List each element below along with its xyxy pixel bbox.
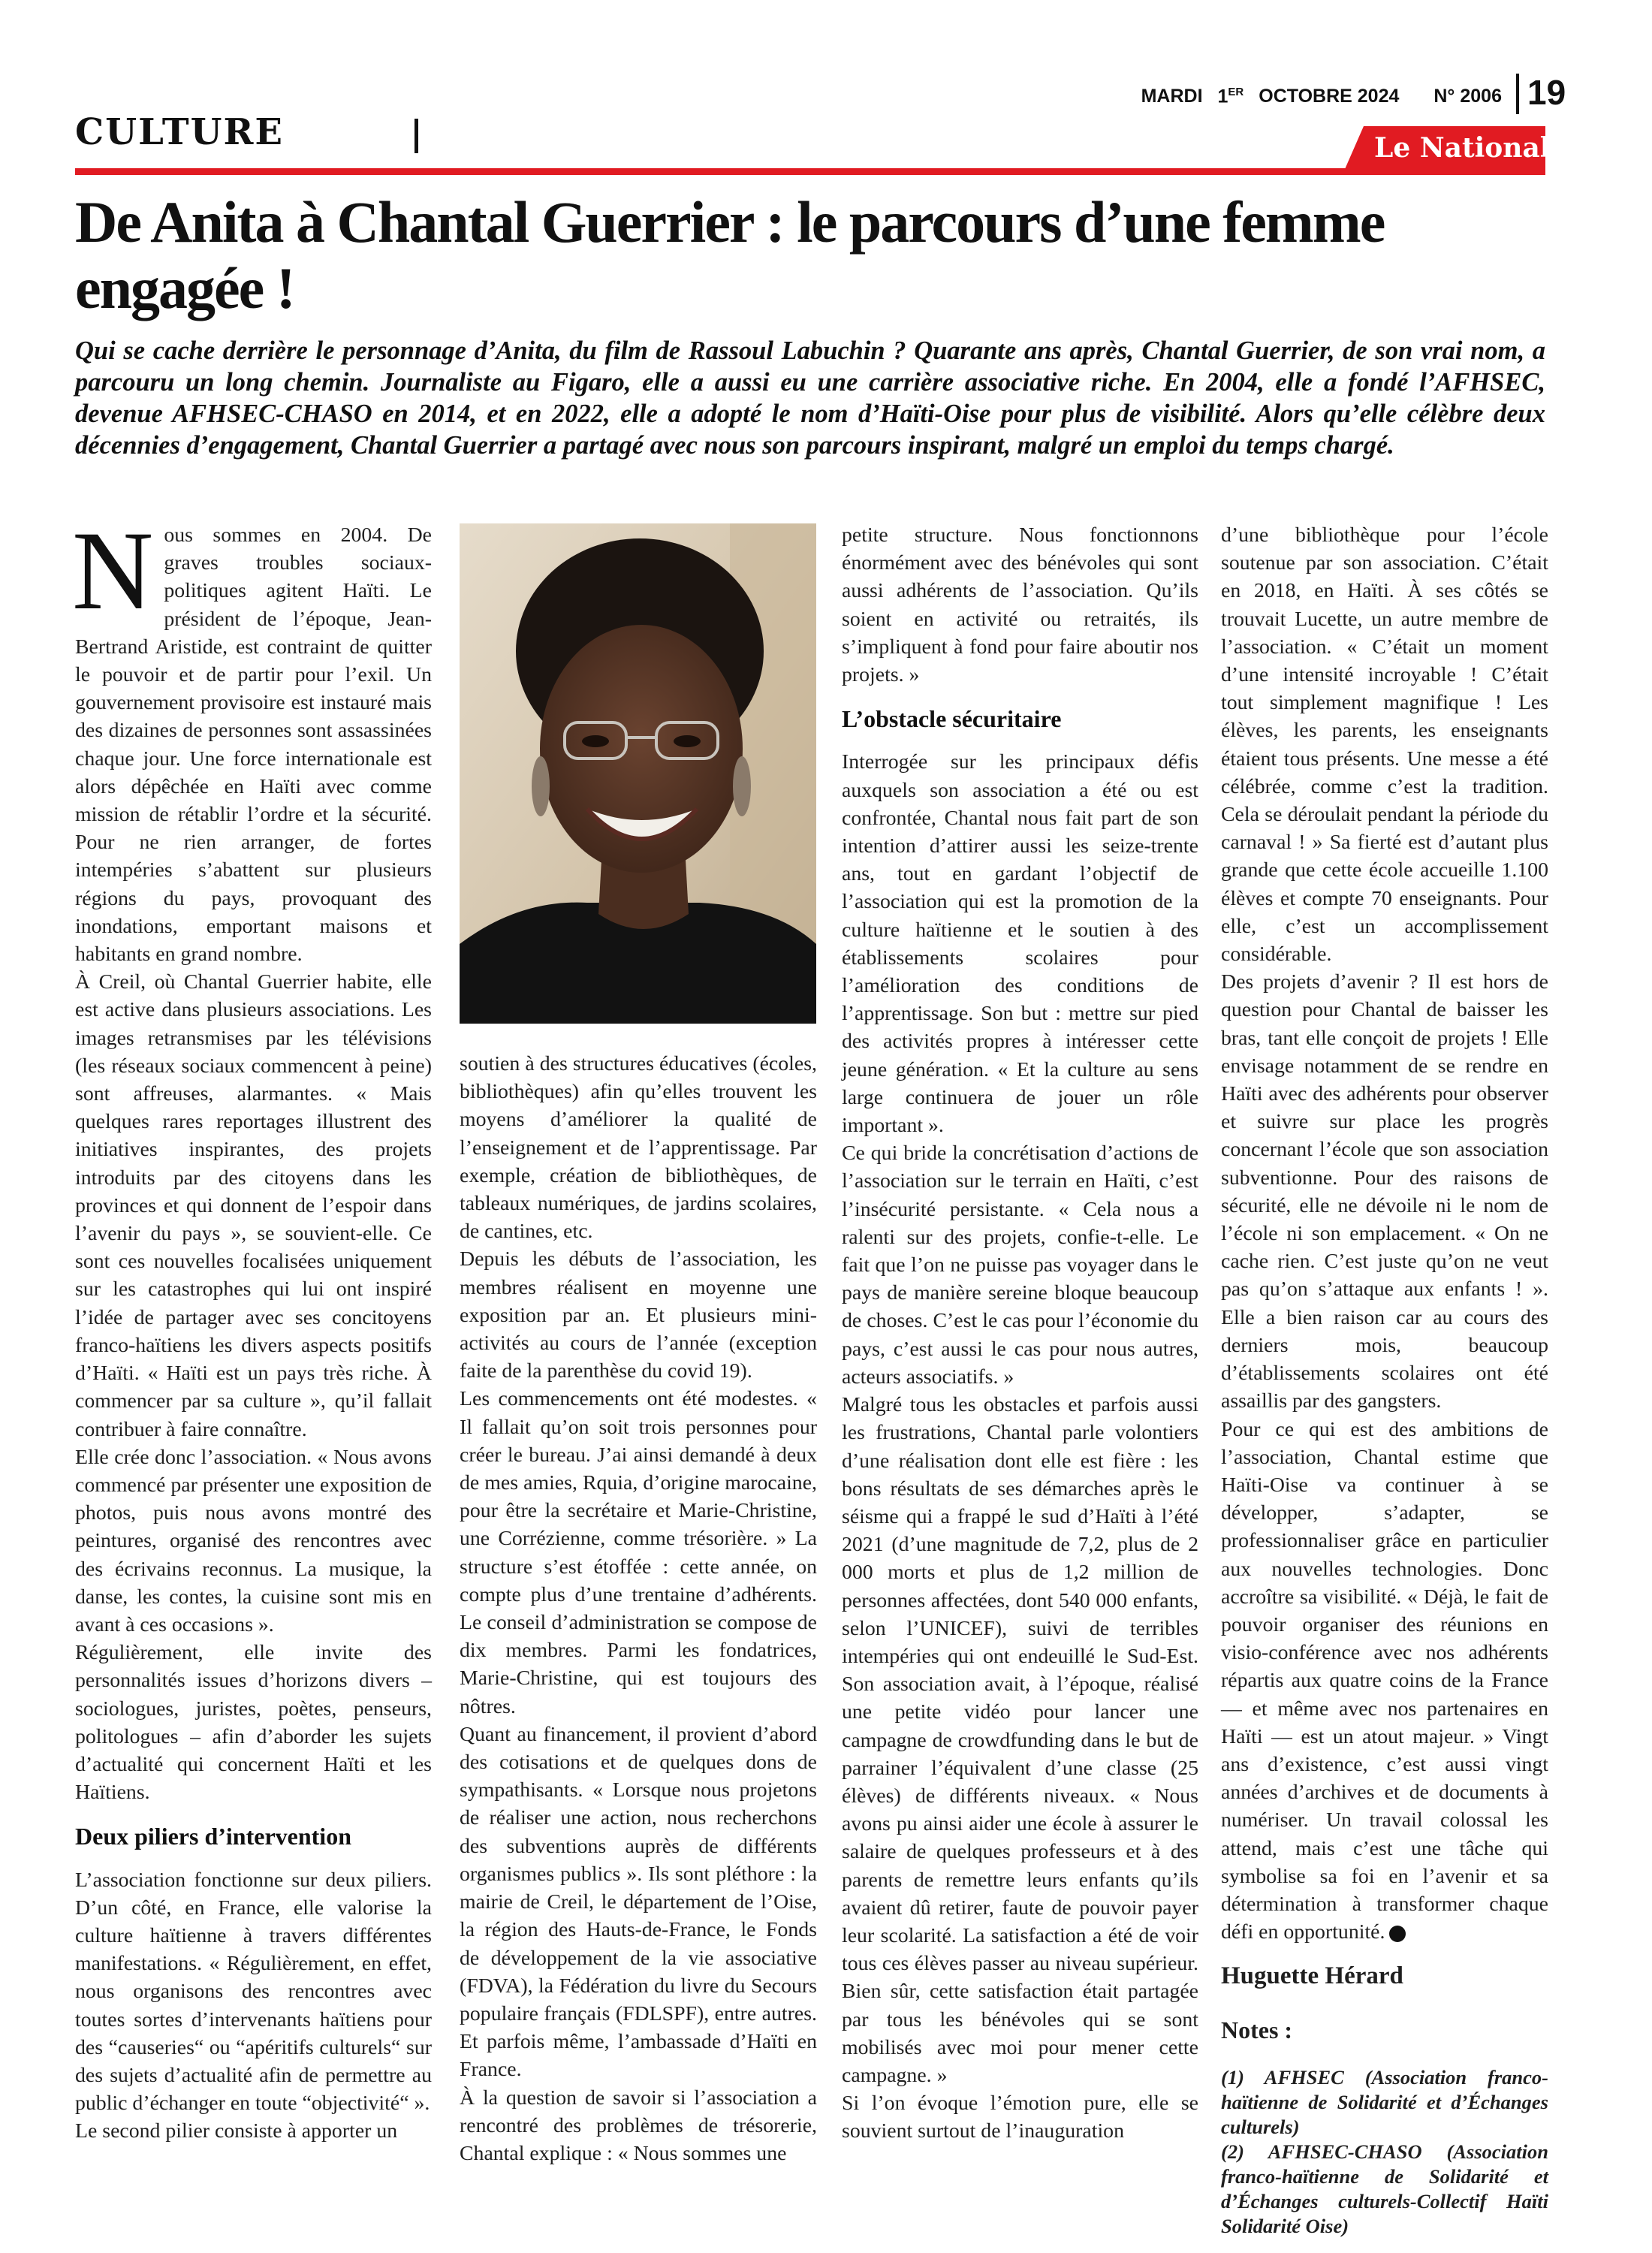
header-rule — [75, 168, 1545, 175]
date-month-year: OCTOBRE 2024 — [1259, 86, 1400, 107]
article-paragraph: À la question de savoir si l’association a rencontré des problèmes de trésorerie, Chantal explique : « Nous sommes une — [460, 2086, 817, 2165]
notes-heading: Notes : — [1221, 2016, 1293, 2043]
date-number: 1ER — [1217, 86, 1244, 107]
portrait-photo-icon — [460, 523, 816, 1024]
article-paragraph: L’association fonctionne sur deux piliers. D’un côté, en France, elle valorise la culture haïtienne à travers différentes manifestations. « Régulièrement, en effet, nous organisons des rencontres avec toutes sortes d’intervenants haïtiens pour des “causeries“ ou “apéritifs culturels“ sur des sujets d’actualité afin de permettre au public d’échanger en toute “objectivité“ ». — [75, 1868, 432, 2116]
footnote: (1) AFHSEC (Association franco-haïtienne de Solidarité et d’Échanges culturels) — [1221, 2065, 1548, 2138]
article-paragraph: petite structure. Nous fonctionnons énormément avec des bénévoles qui sont aussi adhérents de l’association. Qu’ils soient en activité ou retraités, ils s’impliquent à fond pour faire aboutir nos projets. » — [842, 523, 1198, 687]
page-number: 19 — [1527, 73, 1566, 112]
article-column-2 — [460, 1050, 817, 2167]
article-paragraph: Des projets d’avenir ? Il est hors de question pour Chantal de baisser les bras, tant elle conçoit de projets ! Elle envisage notamment de se rendre en Haïti avec des adhérents pour observer et suivre sur place les progrès concernant l’école que son association subventionne. Pour des raisons de sécurité, elle ne dévoile ni le nom de l’école ni son emplacement. « On ne cache rien. C’est juste qu’on ne veut pas qu’on s’attaque aux enfants ! ». Elle a bien raison car au cours des derniers mois, beaucoup d’établissements scolaires ont été assaillis par des gangsters. — [1221, 970, 1548, 1413]
article-paragraph: Malgré tous les obstacles et parfois aussi les frustrations, Chantal parle volontiers d’une réalisation dont elle est fière : les bons résultats de ses démarches après le séisme qui a frappé le sud d’Haïti à l’été 2021 (d’une magnitude de 7,2, plus de 2 000 morts et plus de 1,2 million de personnes affectées, dont 540 000 enfants, selon l’UNICEF), suivi de terribles intempéries qui ont endeuillé le Sud-Est. Son association avait, à l’époque, réalisé une petite vidéo pour lancer une campagne de crowdfunding dans le but de parrainer l’équivalent d’une classe (25 élèves) de différents niveaux. « Nous avons pu ainsi aider une école à assurer le salaire de quelques professeurs et à des parents de remettre leurs enfants qu’ils avaient dû retirer, faute de pouvoir payer leur scolarité. La satisfaction a été de voir tous ces élèves passer au niveau supérieur. Bien sûr, cette satisfaction était partagée par tous les bénévoles qui se sont mobilisés avec moi pour mener cette campagne. » — [842, 1393, 1198, 2087]
article-paragraph: À Creil, où Chantal Guerrier habite, elle est active dans plusieurs associations. Les images retransmises par les télévisions (les réseaux sociaux commencent à peine) sont affreuses, alarmantes. « Mais quelques rares reportages illustrent des initiatives inspirantes, des projets introduits par des citoyens dans les provinces et qui donnent de l’espoir dans l’avenir du pays », se souvient-elle. Ce sont ces nouvelles focalisées uniquement sur les catastrophes qui lui ont inspiré l’idée de partager avec ses concitoyens franco-haïtiens les divers aspects positifs d’Haïti. « Haïti est un pays très riche. À commencer par sa culture », qu’il fallait contribuer à faire connaître. — [75, 970, 432, 1441]
article-paragraph: Ce qui bride la concrétisation d’actions de l’association sur le terrain en Haïti, c’est l’insécurité persistante. « Cela nous a ralenti sur des projets, confie-t-elle. Le fait que l’on ne puisse pas voyager dans le pays de manière sereine bloque beaucoup de choses. C’est le cas pour l’économie du pays, c’est aussi le cas pour nous autres, acteurs associatifs. » — [842, 1142, 1198, 1389]
brand-name: Le National — [1374, 132, 1551, 164]
footnote: (2) AFHSEC-CHASO (Association franco-haïtienne de Solidarité et d’Échanges culturels-Collectif Haïti Solidarité Oise) — [1221, 2140, 1548, 2237]
subheading-deux-piliers: Deux piliers d’intervention — [75, 1823, 351, 1850]
author-byline: Huguette Hérard — [1221, 1962, 1403, 1990]
article-paragraph: Régulièrement, elle invite des personnalités issues d’horizons divers – sociologues, juristes, poètes, penseurs, politologues – afin d’aborder les sujets d’actualité qui concernent Haïti et les Haïtiens. — [75, 1641, 432, 1805]
section-label: CULTURE — [75, 111, 284, 153]
end-of-article-icon — [1389, 1926, 1406, 1942]
article-column-3 — [842, 521, 1198, 2146]
article-paragraph: Pour ce qui est des ambitions de l’association, Chantal estime que Haïti-Oise va continuer à se développer, s’adapter, se professionnaliser grâce en particulier aux nouvelles technologies. Donc accroître sa visibilité. « Déjà, le fait de pouvoir organiser des réunions en visio-conférence avec nos adhérents répartis aux quatre coins de la France — et même avec nos partenaires en Haïti — est un atout majeur. » Vingt ans d’existence, c’est aussi vingt années d’archives et de documents à numériser. Un travail colossal les attend, mais c’est une tâche qui symbolise sa foi en l’avenir et sa détermination à transformer chaque défi en opportunité. — [1221, 1417, 1548, 1944]
article-paragraph: soutien à des structures éducatives (écoles, bibliothèques) afin qu’elles trouvent les moyens d’améliorer la qualité de l’enseignement et de l’apprentissage. Par exemple, création de bibliothèques, de tableaux numériques, de jardins scolaires, de cantines, etc. — [460, 1052, 817, 1244]
issue-number: N° 2006 — [1433, 86, 1502, 107]
drop-cap: N — [72, 508, 154, 633]
article-paragraph: Elle crée donc l’association. « Nous avons commencé par présenter une exposition de photos, puis nous avons montré des peintures, organisé des rencontres avec des écrivains reconnus. La musique, la danse, les contes, la cuisine sont mis en avant à ces occasions ». — [75, 1445, 432, 1636]
article-paragraph: Les commencements ont été modestes. « Il fallait qu’on soit trois personnes pour créer le bureau. J’ai ainsi demandé à deux de mes amies, Rquia, d’origine marocaine, pour être la secrétaire et Marie-Christine, une Corrézienne, comme trésorière. » La structure s’est étoffée : cette année, on compte plus d’une trentaine d’adhérents. Le conseil d’administration se compose de dix membres. Parmi les fondatrices, Marie-Christine, qui est toujours des nôtres. — [460, 1387, 817, 1718]
section-divider — [415, 119, 418, 153]
article-paragraph: Depuis les débuts de l’association, les membres réalisent en moyenne une exposition par an. Et plusieurs mini-activités au cours de l’année (exception faite de la parenthèse du covid 19). — [460, 1247, 817, 1383]
article-paragraph: Le second pilier consiste à apporter un — [75, 2119, 398, 2143]
article-paragraph: Si l’on évoque l’émotion pure, elle se souvient surtout de l’inauguration — [842, 2092, 1198, 2143]
article-paragraph: Quant au financement, il provient d’abord des cotisations et de quelques dons de sympathisants. « Lorsque nous projetons de réaliser une action, nous recherchons des subventions auprès de différents organismes publics ». Ils sont pléthore : la mairie de Creil, le département de l’Oise, la région des Hauts-de-France, le Fonds de développement de la vie associative (FDVA), la Fédération du livre du Secours populaire français (FDLSPF), entre autres. Et parfois même, l’ambassade d’Haïti en France. — [460, 1722, 817, 2082]
article-column-4 — [1221, 521, 1548, 2239]
portrait-photo — [460, 523, 816, 1024]
lede: Qui se cache derrière le personnage d’Anita, du film de Rassoul Labuchin ? Quarante ans après, Chantal Guerrier, de son vrai nom, a parcouru un long chemin. Journaliste au Figaro, elle a aussi eu une carrière associative riche. En 2004, elle a fondé l’AFHSEC, devenue AFHSEC-CHASO en 2014, et en 2022, elle a adopté le nom d’Haïti-Oise pour plus de visibilité. Alors qu’elle célèbre deux décennies d’engagement, Chantal Guerrier a partagé avec nous son parcours inspirant, malgré un emploi du temps chargé. — [75, 336, 1545, 460]
date-day: MARDI — [1141, 86, 1203, 107]
article-column-1 — [72, 508, 432, 2146]
article-paragraph: d’une bibliothèque pour l’école soutenue par son association. C’était en 2018, en Haïti. À ses côtés se trouvait Lucette, un autre membre de l’association. « C’était un moment d’une intensité incroyable ! C’était tout simplement magnifique ! Les élèves, les parents, les enseignants étaient tous présents. Une messe a été célébrée, comme c’est la tradition. Cela se déroulait pendant la période du carnaval ! » Sa fierté est d’autant plus grande que cette école accueille 1.100 élèves et compte 70 enseignants. Pour elle, c’est un accomplissement considérable. — [1221, 523, 1548, 967]
article-paragraph: Interrogée sur les principaux défis auxquels son association a été ou est confrontée, Chantal nous fait part de son intention d’attirer aussi les seize-trente ans, tout en gardant l’objectif de l’association qui est la promotion de la culture haïtienne et le soutien à des établissements scolaires pour l’amélioration des conditions de l’apprentissage. Son but : mettre sur pied des activités propres à intéresser cette jeune génération. « Et la culture au sens large continuera de jouer un rôle important ». — [842, 750, 1198, 1138]
headline: De Anita à Chantal Guerrier : le parcours d’une femme engagée ! — [75, 189, 1385, 321]
page-number-divider — [1516, 74, 1519, 114]
article-paragraph: Nous sommes en 2004. De graves troubles sociaux-politiques agitent Haïti. Le président de l’époque, Jean-Bertrand Aristide, est contraint de quitter le pouvoir et de partir pour l’exil. Un gouvernement provisoire est instauré mais des dizaines de personnes sont assassinées chaque jour. Une force internationale est alors dépêchée en Haïti avec comme mission de rétablir l’ordre et la sécurité. Pour ne rien arranger, de fortes intempéries s’abattent sur plusieurs régions du pays, provoquant des inondations, emportant maisons et habitants en grand nombre. — [72, 508, 432, 967]
subheading-obstacle-securitaire: L’obstacle sécuritaire — [842, 705, 1062, 733]
dateline — [1141, 86, 1502, 107]
